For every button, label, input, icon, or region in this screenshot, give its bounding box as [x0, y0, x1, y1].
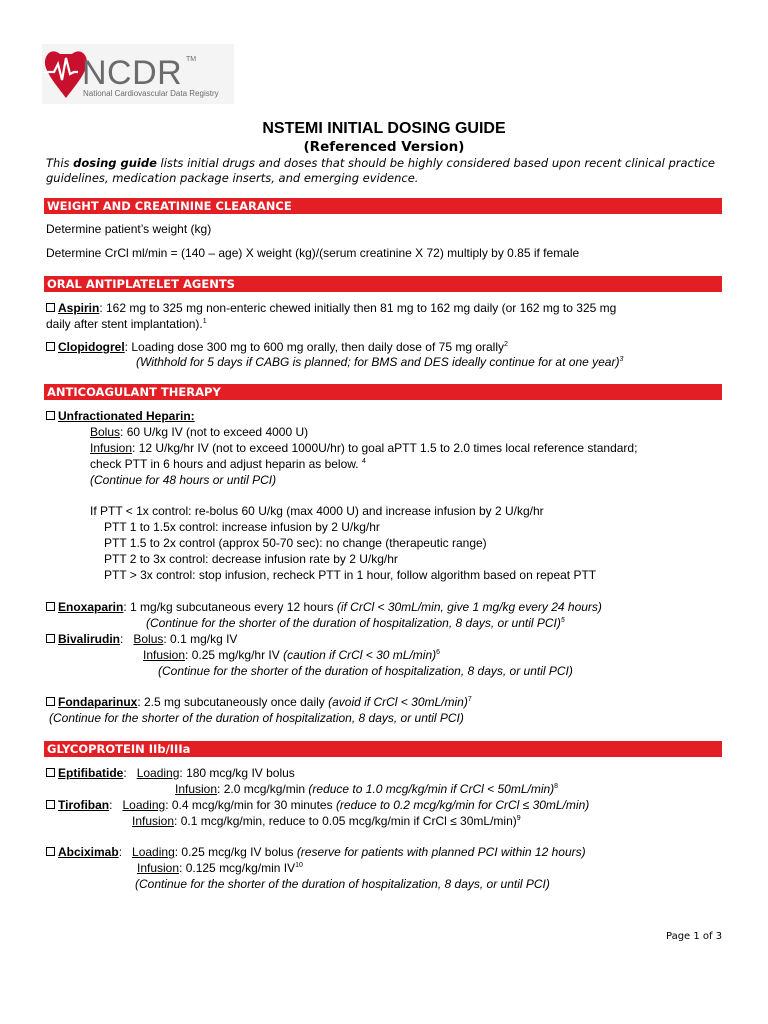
fondaparinux-item: Fondaparinux: 2.5 mg subcutaneously once daily (avoid if CrCl < 30mL/min)$^7$ [46, 694, 472, 710]
ptt-rule: PTT > 3x control: stop infusion, recheck PTT in 1 hour, follow algorithm based on repeat PTT [104, 568, 597, 582]
page-subtitle: (Referenced Version) [303, 139, 465, 155]
page-number: Page 1 of 3 [666, 931, 723, 942]
checkbox-icon [46, 303, 55, 312]
heparin-infusion-cont: check PTT in 6 hours and adjust heparin as below. $^4$ [90, 457, 366, 471]
crcl-formula: Determine CrCl ml/min = (140 – age) X weight (kg)/(serum creatinine X 72) multiply by 0.85 if female [46, 246, 580, 260]
ptt-rule: PTT 1.5 to 2x control (approx 50-70 sec): no change (therapeutic range) [104, 536, 487, 550]
bivalirudin-infusion: Infusion: 0.25 mg/kg/hr IV (caution if CrCl < 30 mL/min)$^6$ [143, 648, 441, 662]
tirofiban-infusion: Infusion: 0.1 mcg/kg/min, reduce to 0.05 mcg/kg/min if CrCl ≤ 30mL/min)$^9$ [132, 814, 521, 828]
ptt-rule: If PTT < 1x control: re-bolus 60 U/kg (max 4000 U) and increase infusion by 2 U/kg/hr [90, 504, 544, 518]
ptt-rule: PTT 2 to 3x control: decrease infusion rate by 2 U/kg/hr [104, 552, 398, 566]
ptt-rule: PTT 1 to 1.5x control: increase infusion by 2 U/kg/hr [104, 520, 380, 534]
abciximab-infusion: Infusion: 0.125 mcg/kg/min IV$^{10}$ [137, 861, 303, 875]
enoxaparin-note: (Continue for the shorter of the duration of hospitalization, 8 days, or until PCI)$^5$ [146, 616, 565, 630]
logo-wordmark: NCDR [82, 54, 183, 92]
abciximab-item: Abciximab: Loading: 0.25 mcg/kg IV bolus (reserve for patients with planned PCI within 12 hours) [46, 844, 586, 860]
checkbox-icon [46, 847, 55, 856]
checkbox-icon [46, 800, 55, 809]
page-title: NSTEMI INITIAL DOSING GUIDE [262, 120, 506, 137]
clopidogrel-note: (Withhold for 5 days if CABG is planned; for BMS and DES ideally continue for at one year)$^3$ [136, 355, 624, 369]
checkbox-icon [46, 768, 55, 777]
enoxaparin-item: Enoxaparin: 1 mg/kg subcutaneous every 12 hours (if CrCl < 30mL/min, give 1 mg/kg every 24 hours) [46, 599, 602, 615]
section-oral-header: ORAL ANTIPLATELET AGENTS [44, 276, 722, 292]
heparin-item: Unfractionated Heparin: [46, 408, 195, 424]
section-anticoag-header: ANTICOAGULANT THERAPY [44, 384, 722, 400]
checkbox-icon [46, 697, 55, 706]
eptifibatide-infusion: Infusion: 2.0 mcg/kg/min (reduce to 1.0 mcg/kg/min if CrCl < 50mL/min)$^8$ [175, 782, 559, 796]
logo-subtitle: National Cardiovascular Data Registry [83, 89, 219, 98]
heparin-bolus: Bolus: 60 U/kg IV (not to exceed 4000 U) [90, 425, 309, 439]
aspirin-item: Aspirin: 162 mg to 325 mg non-enteric chewed initially then 81 mg to 162 mg daily (or 162 mg to 325 mg [46, 300, 616, 316]
tirofiban-item: Tirofiban: Loading: 0.4 mcg/kg/min for 30 minutes (reduce to 0.2 mcg/kg/min for CrCl ≤ 30mL/min) [46, 797, 589, 813]
weight-line-1: Determine patient’s weight (kg) [46, 222, 212, 236]
fondaparinux-note: (Continue for the shorter of the duration of hospitalization, 8 days, or until PCI) [49, 711, 464, 725]
section-gp-header: GLYCOPROTEIN IIb/IIIa [44, 741, 722, 757]
checkbox-icon [46, 342, 55, 351]
bivalirudin-item: Bivalirudin: Bolus: 0.1 mg/kg IV [46, 631, 237, 647]
checkbox-icon [46, 634, 55, 643]
aspirin-item-cont: daily after stent implantation).$^1$ [46, 317, 207, 331]
logo-trademark: TM [186, 56, 197, 63]
checkbox-icon [46, 602, 55, 611]
checkbox-icon [46, 411, 55, 420]
clopidogrel-item: Clopidogrel: Loading dose 300 mg to 600 mg orally, then daily dose of 75 mg orally$^2$ [46, 339, 508, 355]
bivalirudin-note: (Continue for the shorter of the duration of hospitalization, 8 days, or until PCI) [158, 664, 573, 678]
intro-text: This dosing guide lists initial drugs and doses that should be highly considered based upon recent clinical practice guidelines, medication package inserts, and emerging evidence. [46, 156, 715, 185]
heparin-infusion: Infusion: 12 U/kg/hr IV (not to exceed 1000U/hr) to goal aPTT 1.5 to 2.0 times local reference standard; [90, 441, 638, 455]
eptifibatide-item: Eptifibatide: Loading: 180 mcg/kg IV bolus [46, 765, 295, 781]
section-weight-header: WEIGHT AND CREATININE CLEARANCE [44, 198, 722, 214]
abciximab-note: (Continue for the shorter of the duration of hospitalization, 8 days, or until PCI) [135, 877, 550, 891]
heparin-note: (Continue for 48 hours or until PCI) [90, 473, 277, 487]
